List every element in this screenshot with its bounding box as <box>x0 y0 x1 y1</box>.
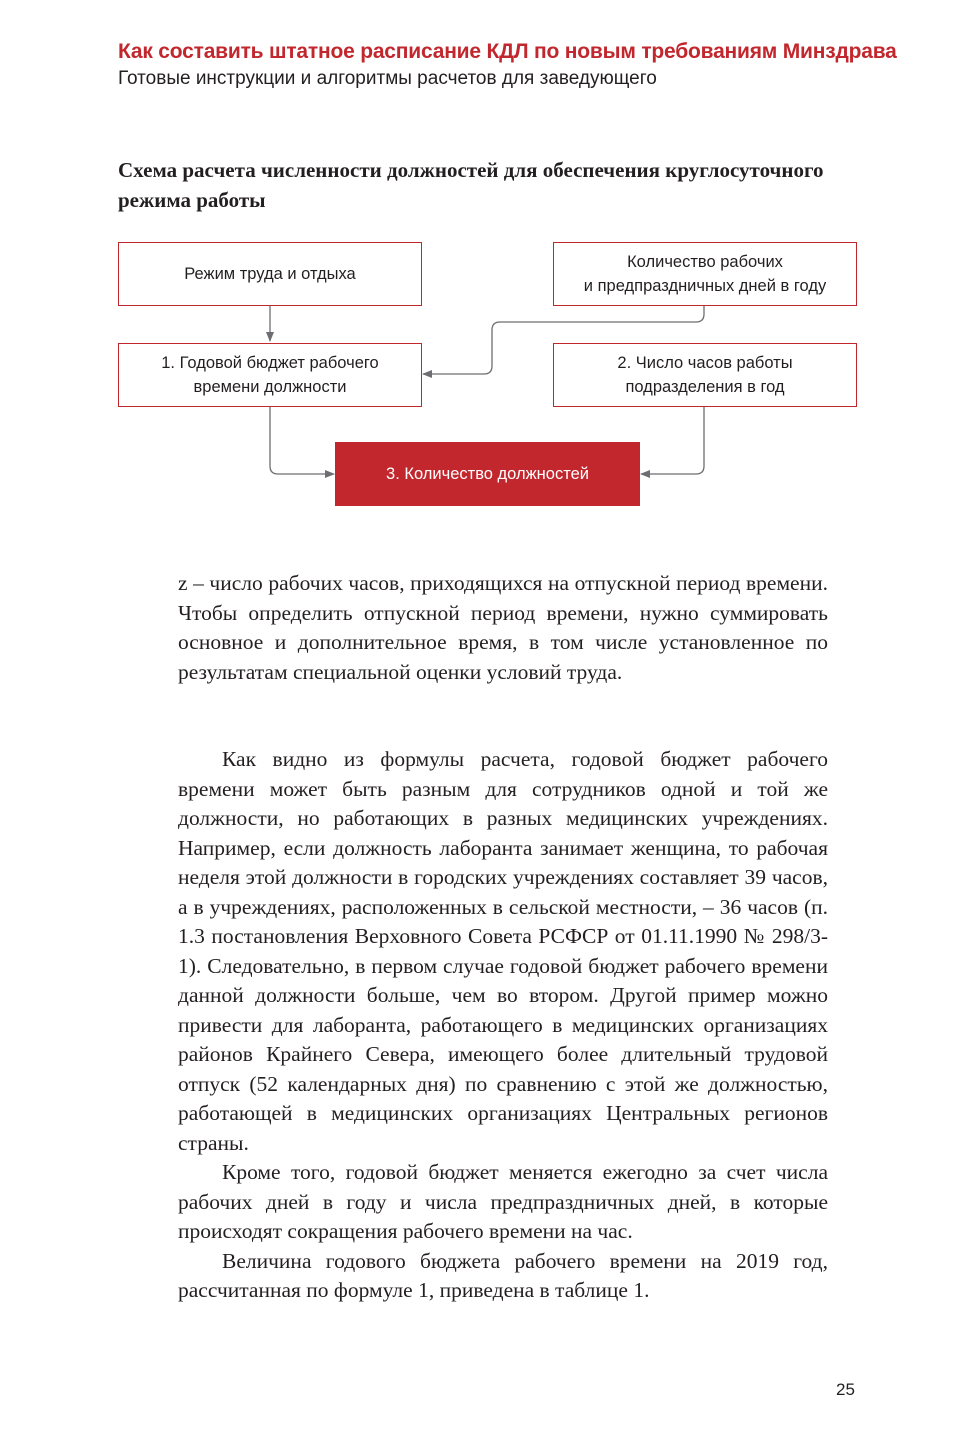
body-paragraphs-block <box>178 745 828 1306</box>
running-header-subtitle: Готовые инструкции и алгоритмы расчетов для заведующего <box>118 68 657 89</box>
running-header-title: Как составить штатное расписание КДЛ по новым требованиям Минздрава <box>118 40 897 63</box>
body-paragraph-1-block <box>178 569 828 687</box>
box-unit-hours <box>553 343 857 407</box>
body-paragraph: Кроме того, годовой бюджет меняется ежегодно за счет числа рабочих дней в году и числа предпраздничных дней, в которые происходят сокращения рабочего времени на час. <box>178 1160 828 1243</box>
arrow-budget-to-positions <box>270 406 334 474</box>
box-positions-count-label: 3. Количество должностей <box>386 465 589 483</box>
body-paragraph: Как видно из формулы расчета, годовой бюджет рабочего времени может быть разным для сотрудников одной и той же должности, но работающих в разных медицинских учреждениях. Например, если должность лаборанта занимает женщина, то рабочая неделя этой должности в городских учреждениях составляет 39 часов, а в учреждениях, расположенных в сельской местности, – 36 часов (п. 1.3 постановления Верховного Совета РСФСР от 01.11.1990 № 298/3-1). Следовательно, в первом случае годовой бюджет рабочего времени данной должности больше, чем во втором. Другой пример можно привести для лаборанта, работающего в медицинских организациях районов Крайнего Севера, имеющего более длительный трудовой отпуск (52 календарных дня) по сравнению с этой же должностью, работающей в медицинских организациях Центральных регионов страны. <box>178 747 828 1155</box>
box-positions-count <box>335 442 640 506</box>
box-working-days-label: Количество рабочих и предпраздничных дней в году <box>583 253 827 295</box>
box-work-rest-mode <box>118 242 422 306</box>
arrow-hours-to-positions <box>641 406 704 474</box>
body-paragraph: z – число рабочих часов, приходящихся на отпускной период времени. Чтобы определить отпускной период времени, нужно суммировать основное и дополнительное время, в том числе установленное по результатам специальной оценки условий труда. <box>178 571 828 684</box>
box-working-days <box>553 242 857 306</box>
box-unit-hours-label: 2. Число часов работы подразделения в год <box>617 354 793 396</box>
page-number: 25 <box>836 1380 855 1399</box>
box-annual-budget-label: 1. Годовой бюджет рабочего времени должности <box>161 354 379 396</box>
box-work-rest-mode-label: Режим труда и отдыха <box>184 265 356 283</box>
body-paragraph: Величина годового бюджета рабочего времени на 2019 год, рассчитанная по формуле 1, приведена в таблице 1. <box>178 1248 828 1302</box>
box-annual-budget <box>118 343 422 407</box>
scheme-title: Схема расчета численности должностей для обеспечения круглосуточного режима работы <box>118 158 824 212</box>
calculation-scheme-diagram <box>0 0 975 560</box>
